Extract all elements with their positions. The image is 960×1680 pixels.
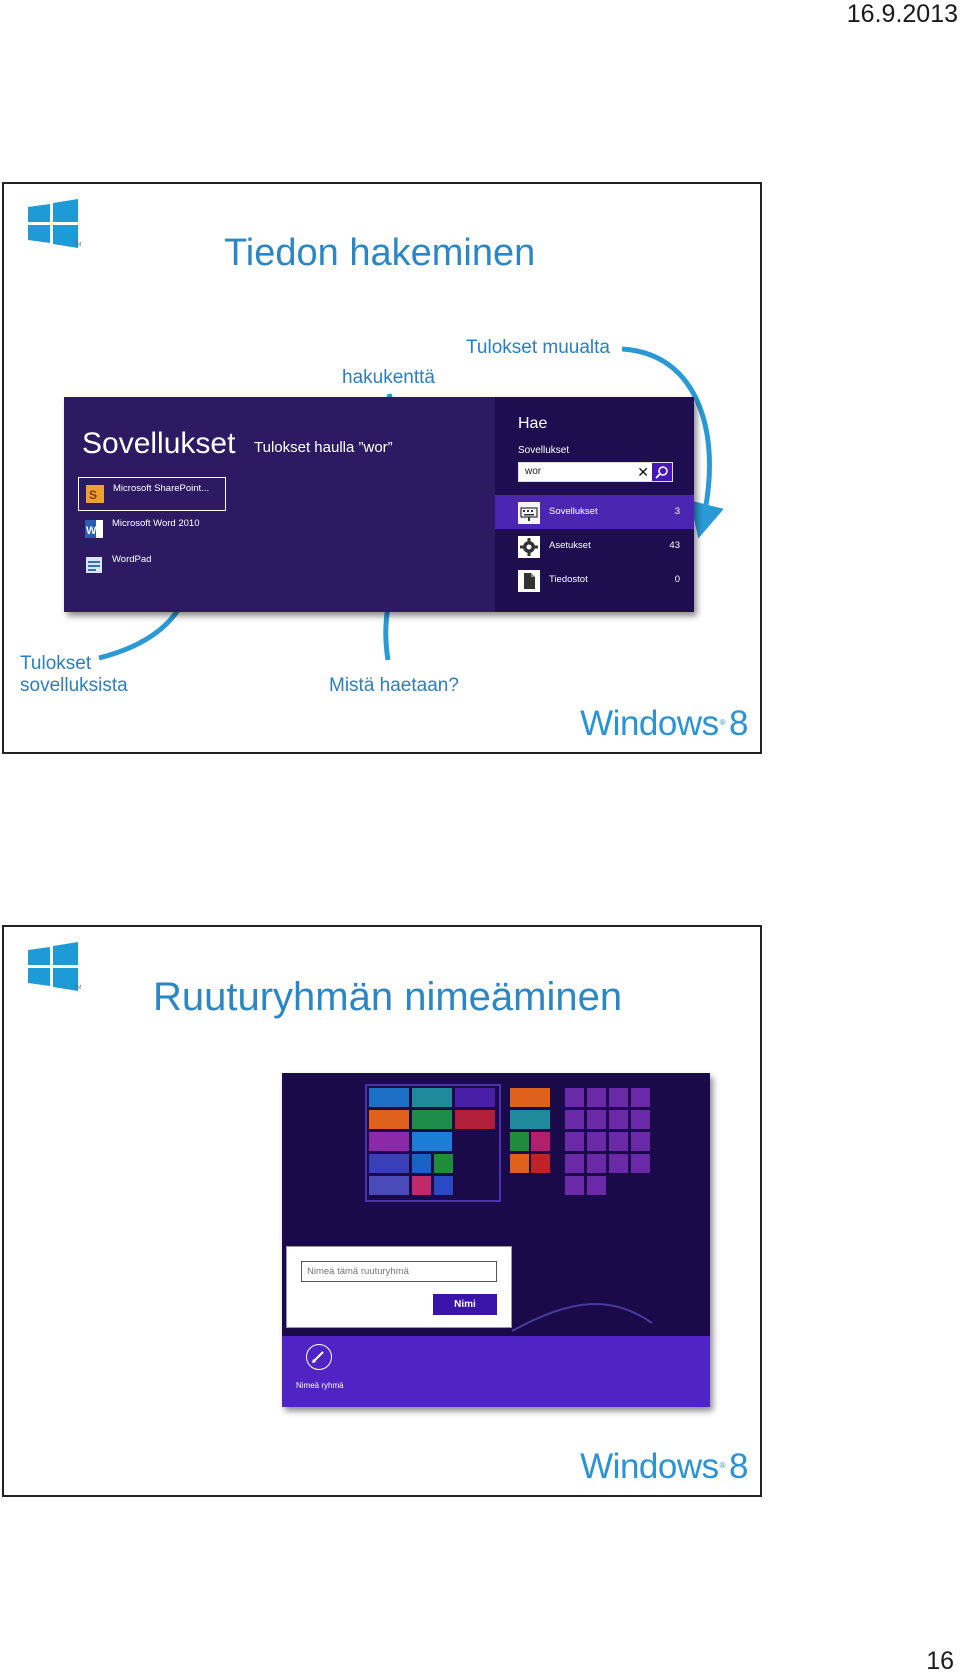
results-for-text: Tulokset haulla ”wor” <box>254 439 393 456</box>
app-bar <box>282 1336 710 1407</box>
group-name-input[interactable] <box>301 1261 497 1282</box>
name-group-command[interactable] <box>296 1344 356 1400</box>
app-result-sharepoint[interactable] <box>78 477 226 511</box>
trademark-mark: TM <box>74 242 82 248</box>
callout-where-search: Mistä haetaan? <box>329 675 459 696</box>
name-button[interactable]: Nimi <box>433 1294 497 1315</box>
search-screenshot <box>64 397 694 612</box>
windows-logo-icon <box>26 941 80 993</box>
callout-search-field: hakukenttä <box>342 367 435 388</box>
callout-other-results: Tulokset muualta <box>466 337 610 358</box>
callout-app-results-line2: sovelluksista <box>20 674 128 696</box>
slide-title: Ruuturyhmän nimeäminen <box>153 975 623 1019</box>
callout-app-results <box>20 653 128 697</box>
document-icon <box>518 570 540 592</box>
app-result-wordpad[interactable] <box>78 549 226 583</box>
windows-8-brand <box>580 704 748 744</box>
callout-app-results-line1: Tulokset <box>20 653 92 674</box>
name-group-label: Nimeä ryhmä <box>296 1381 344 1390</box>
search-scope-apps[interactable] <box>495 495 694 529</box>
start-screen-screenshot <box>282 1073 710 1407</box>
gear-icon <box>518 536 540 558</box>
search-scope-label: Sovellukset <box>518 445 570 456</box>
wordpad-icon <box>84 555 104 575</box>
search-scope-label: Sovellukset <box>549 506 598 517</box>
search-pane-title: Hae <box>518 415 548 432</box>
app-result-word[interactable] <box>78 513 226 547</box>
windows-logo-icon <box>26 198 80 250</box>
brand-reg-mark: ® <box>719 718 726 727</box>
search-icon <box>652 463 672 481</box>
search-scope-settings[interactable] <box>495 529 694 563</box>
search-scope-label: Tiedostot <box>549 574 588 585</box>
result-count: 3 <box>674 506 680 517</box>
search-query: wor <box>525 466 542 477</box>
app-result-label: Microsoft SharePoint... <box>113 483 210 494</box>
search-scope-label: Asetukset <box>549 540 591 551</box>
windows-8-brand <box>580 1447 748 1487</box>
app-result-label: Microsoft Word 2010 <box>112 518 200 529</box>
name-group-dialog <box>286 1246 512 1328</box>
page-date: 16.9.2013 <box>846 0 958 28</box>
result-count: 43 <box>669 540 680 551</box>
app-result-label: WordPad <box>112 554 152 565</box>
brand-name: Windows <box>580 1447 719 1486</box>
svg-text:S: S <box>89 488 98 502</box>
brand-version: 8 <box>729 704 748 743</box>
page-number: 16 <box>926 1647 954 1675</box>
apps-heading: Sovellukset <box>82 427 236 460</box>
slide-search <box>2 182 762 754</box>
pencil-icon <box>306 1344 332 1370</box>
search-input[interactable] <box>518 462 673 482</box>
clear-icon[interactable]: ✕ <box>637 464 649 480</box>
trademark-mark: TM <box>74 985 82 991</box>
result-count: 0 <box>674 574 680 585</box>
keyboard-icon <box>518 502 540 524</box>
search-charm-pane <box>495 397 694 612</box>
brand-version: 8 <box>729 1447 748 1486</box>
search-button[interactable] <box>652 463 672 481</box>
brand-reg-mark: ® <box>719 1461 726 1470</box>
svg-text:W: W <box>86 525 97 537</box>
sharepoint-icon <box>85 484 105 504</box>
brand-name: Windows <box>580 704 719 743</box>
word-icon <box>84 519 104 539</box>
slide-name-group <box>2 925 762 1497</box>
search-scope-files[interactable] <box>495 563 694 597</box>
slide-title: Tiedon hakeminen <box>224 232 536 274</box>
